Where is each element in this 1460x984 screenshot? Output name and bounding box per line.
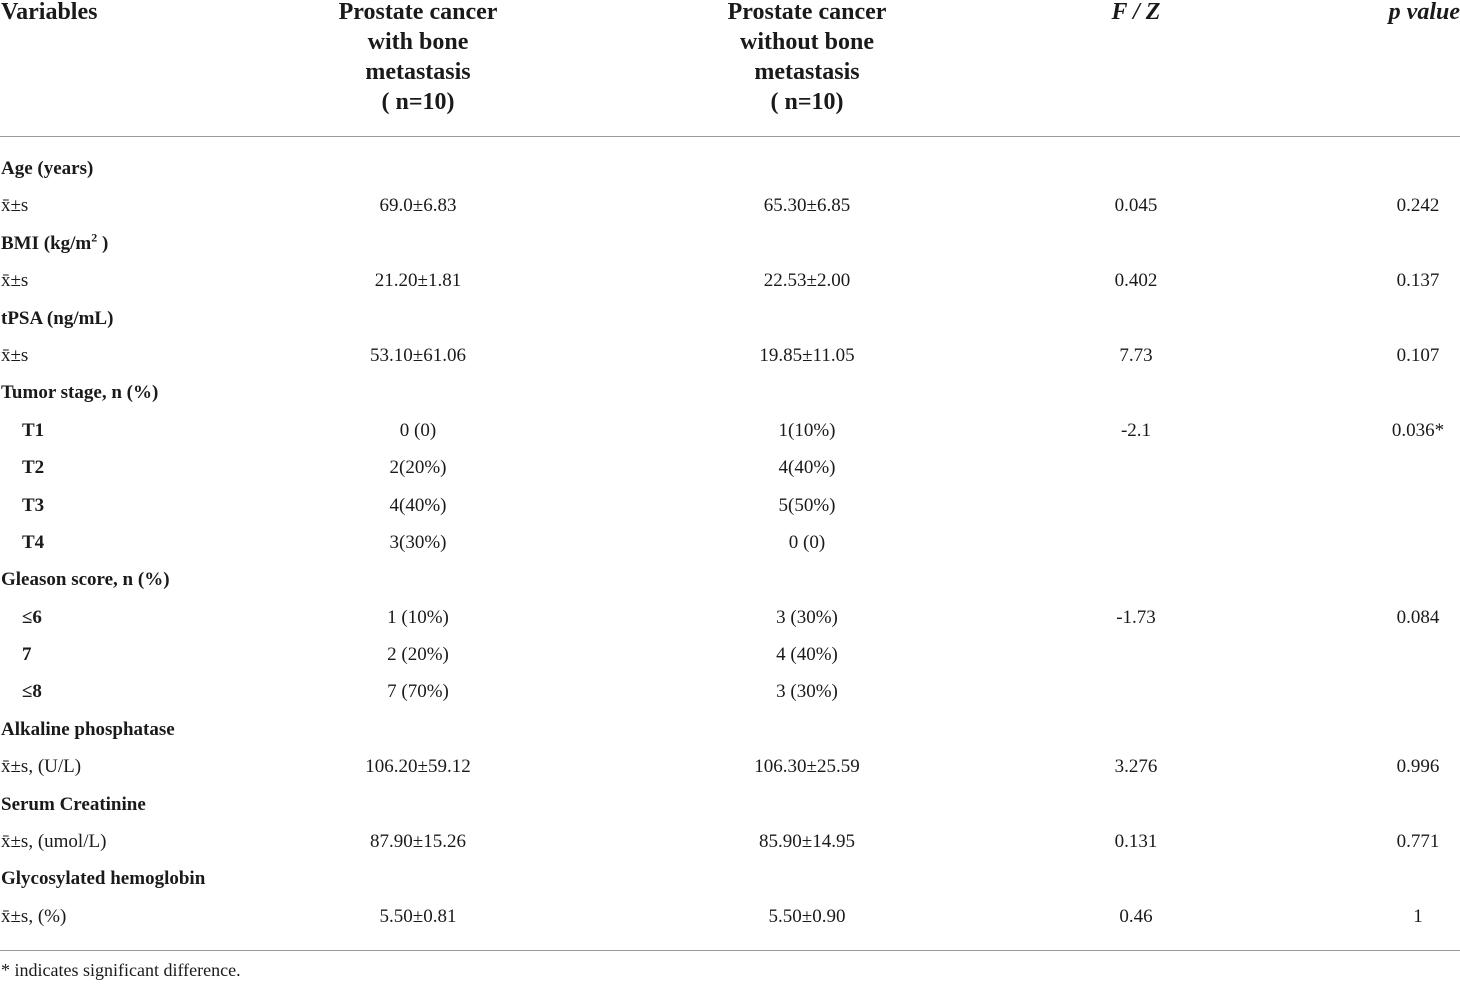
label-text: x̄±s [1, 270, 29, 292]
row-label [1, 262, 28, 299]
table-row [0, 262, 1460, 299]
cell-with-metastasis: 21.20±1.81 [374, 270, 462, 292]
row-label [1, 337, 28, 374]
label-suffix: ) [97, 232, 109, 254]
cell-with-metastasis: 69.0±6.83 [379, 195, 457, 217]
cell-with-metastasis: 3(30%) [389, 531, 447, 553]
cell-f-z: 0.402 [1114, 270, 1158, 292]
label-text: tPSA (ng/mL) [1, 307, 114, 329]
cell-f-z: 7.73 [1119, 344, 1153, 366]
cell-p-value: 0.084 [1396, 606, 1440, 628]
label-text: Tumor stage, n (%) [1, 382, 159, 404]
section-row [0, 561, 1460, 598]
cell-with-metastasis: 4(40%) [389, 494, 447, 516]
cell-p-value: 0.137 [1396, 270, 1440, 292]
cell-f-z: 0.46 [1119, 905, 1153, 927]
cell-with-metastasis: 2(20%) [389, 457, 447, 479]
cell-without-metastasis: 22.53±2.00 [763, 270, 851, 292]
cell-with-metastasis: 2 (20%) [387, 644, 449, 666]
cell-f-z: 3.276 [1114, 756, 1158, 778]
header-with-bone-metastasis [298, 0, 538, 117]
header-line: Prostate cancer [338, 0, 498, 25]
cell-p-value: 0.996 [1396, 756, 1440, 778]
table-row [0, 412, 1460, 449]
cell-without-metastasis: 65.30±6.85 [763, 195, 851, 217]
row-label [1, 898, 66, 935]
cell-f-z: -2.1 [1120, 419, 1152, 441]
cell-without-metastasis: 4(40%) [778, 457, 836, 479]
row-label [1, 187, 28, 224]
table-body [0, 150, 1460, 935]
cell-without-metastasis: 3 (30%) [776, 681, 838, 703]
label-text: x̄±s [1, 344, 29, 366]
table-row [0, 636, 1460, 673]
section-label [1, 561, 170, 598]
cell-p-value: 0.107 [1396, 344, 1440, 366]
header-line: with bone [367, 29, 469, 55]
table-row [0, 487, 1460, 524]
row-label [22, 636, 32, 673]
section-label [1, 150, 93, 187]
label-text: Age (years) [1, 158, 94, 179]
section-row [0, 711, 1460, 748]
section-label [1, 711, 175, 748]
row-label [22, 524, 44, 561]
row-label [22, 599, 42, 636]
row-label [22, 449, 44, 486]
section-label [1, 300, 113, 337]
section-label [1, 374, 158, 411]
header-without-bone-metastasis [687, 0, 927, 117]
label-superscript: 2 [91, 230, 98, 245]
table-row [0, 748, 1460, 785]
header-p-value: p value [1388, 0, 1460, 25]
section-row [0, 374, 1460, 411]
header-line: metastasis [365, 59, 471, 85]
label-text: T3 [22, 494, 45, 516]
cell-with-metastasis: 1 (10%) [387, 606, 449, 628]
table-row [0, 337, 1460, 374]
cell-without-metastasis: 3 (30%) [776, 606, 838, 628]
label-text: Gleason score, n (%) [1, 569, 170, 591]
label-text: Serum Creatinine [1, 793, 146, 815]
table-row [0, 449, 1460, 486]
header-f-z: F / Z [1111, 0, 1161, 25]
cell-without-metastasis: 106.30±25.59 [754, 756, 860, 778]
section-label [1, 860, 205, 897]
cell-without-metastasis: 0 (0) [788, 531, 826, 553]
label-text: Alkaline phosphatase [1, 718, 175, 740]
table-row [0, 524, 1460, 561]
cell-without-metastasis: 4 (40%) [776, 644, 838, 666]
label-text: x̄±s, (%) [1, 905, 67, 927]
label-text: x̄±s [1, 195, 29, 217]
header-line: ( n=10) [381, 89, 455, 115]
section-row [0, 860, 1460, 897]
header-line: metastasis [754, 59, 860, 85]
label-text: T2 [22, 457, 45, 479]
cell-without-metastasis: 1(10%) [778, 419, 836, 441]
label-text: x̄±s, (U/L) [1, 756, 82, 778]
cell-p-value: 0.242 [1396, 195, 1440, 217]
label-text: Glycosylated hemoglobin [1, 868, 206, 890]
cell-f-z: 0.045 [1114, 195, 1158, 217]
table-bottom-rule [0, 950, 1460, 951]
section-label [1, 225, 108, 262]
table-footnote: * indicates significant difference. [1, 960, 241, 980]
cell-without-metastasis: 19.85±11.05 [759, 344, 855, 366]
label-text: x̄±s, (umol/L) [1, 831, 107, 853]
cell-f-z: 0.131 [1114, 831, 1158, 853]
header-variables: Variables [1, 0, 98, 25]
cell-without-metastasis: 85.90±14.95 [759, 831, 855, 853]
header-line: ( n=10) [770, 89, 844, 115]
header-line: without bone [739, 29, 875, 55]
cell-with-metastasis: 106.20±59.12 [365, 756, 471, 778]
label-text: ≤8 [22, 681, 42, 703]
label-text: 7 [22, 644, 32, 666]
label-text: BMI (kg/m [1, 232, 92, 254]
cell-f-z: -1.73 [1116, 606, 1156, 628]
label-text: ≤6 [22, 606, 42, 628]
cell-with-metastasis: 87.90±15.26 [370, 831, 466, 853]
row-label [1, 748, 81, 785]
table-row [0, 898, 1460, 935]
cell-p-value: 0.036* [1391, 419, 1445, 441]
cell-without-metastasis: 5.50±0.90 [768, 905, 846, 927]
table-row [0, 599, 1460, 636]
cell-without-metastasis: 5(50%) [778, 494, 836, 516]
table-header [0, 0, 1460, 136]
row-label [22, 412, 44, 449]
section-row [0, 150, 1460, 187]
table-top-rule [0, 136, 1460, 137]
row-label [22, 487, 44, 524]
cell-with-metastasis: 5.50±0.81 [379, 905, 457, 927]
row-label [1, 823, 106, 860]
table-row [0, 823, 1460, 860]
table-row [0, 187, 1460, 224]
section-label [1, 786, 146, 823]
row-label [22, 673, 42, 710]
cell-p-value: 0.771 [1396, 831, 1440, 853]
label-text: T4 [22, 531, 45, 553]
cell-with-metastasis: 0 (0) [399, 419, 437, 441]
section-row [0, 786, 1460, 823]
label-text: T1 [22, 419, 45, 441]
header-line: Prostate cancer [727, 0, 887, 25]
table-row [0, 673, 1460, 710]
cell-with-metastasis: 7 (70%) [387, 681, 449, 703]
cell-p-value: 1 [1413, 905, 1423, 927]
cell-with-metastasis: 53.10±61.06 [370, 344, 466, 366]
section-row [0, 300, 1460, 337]
section-row [0, 225, 1460, 262]
